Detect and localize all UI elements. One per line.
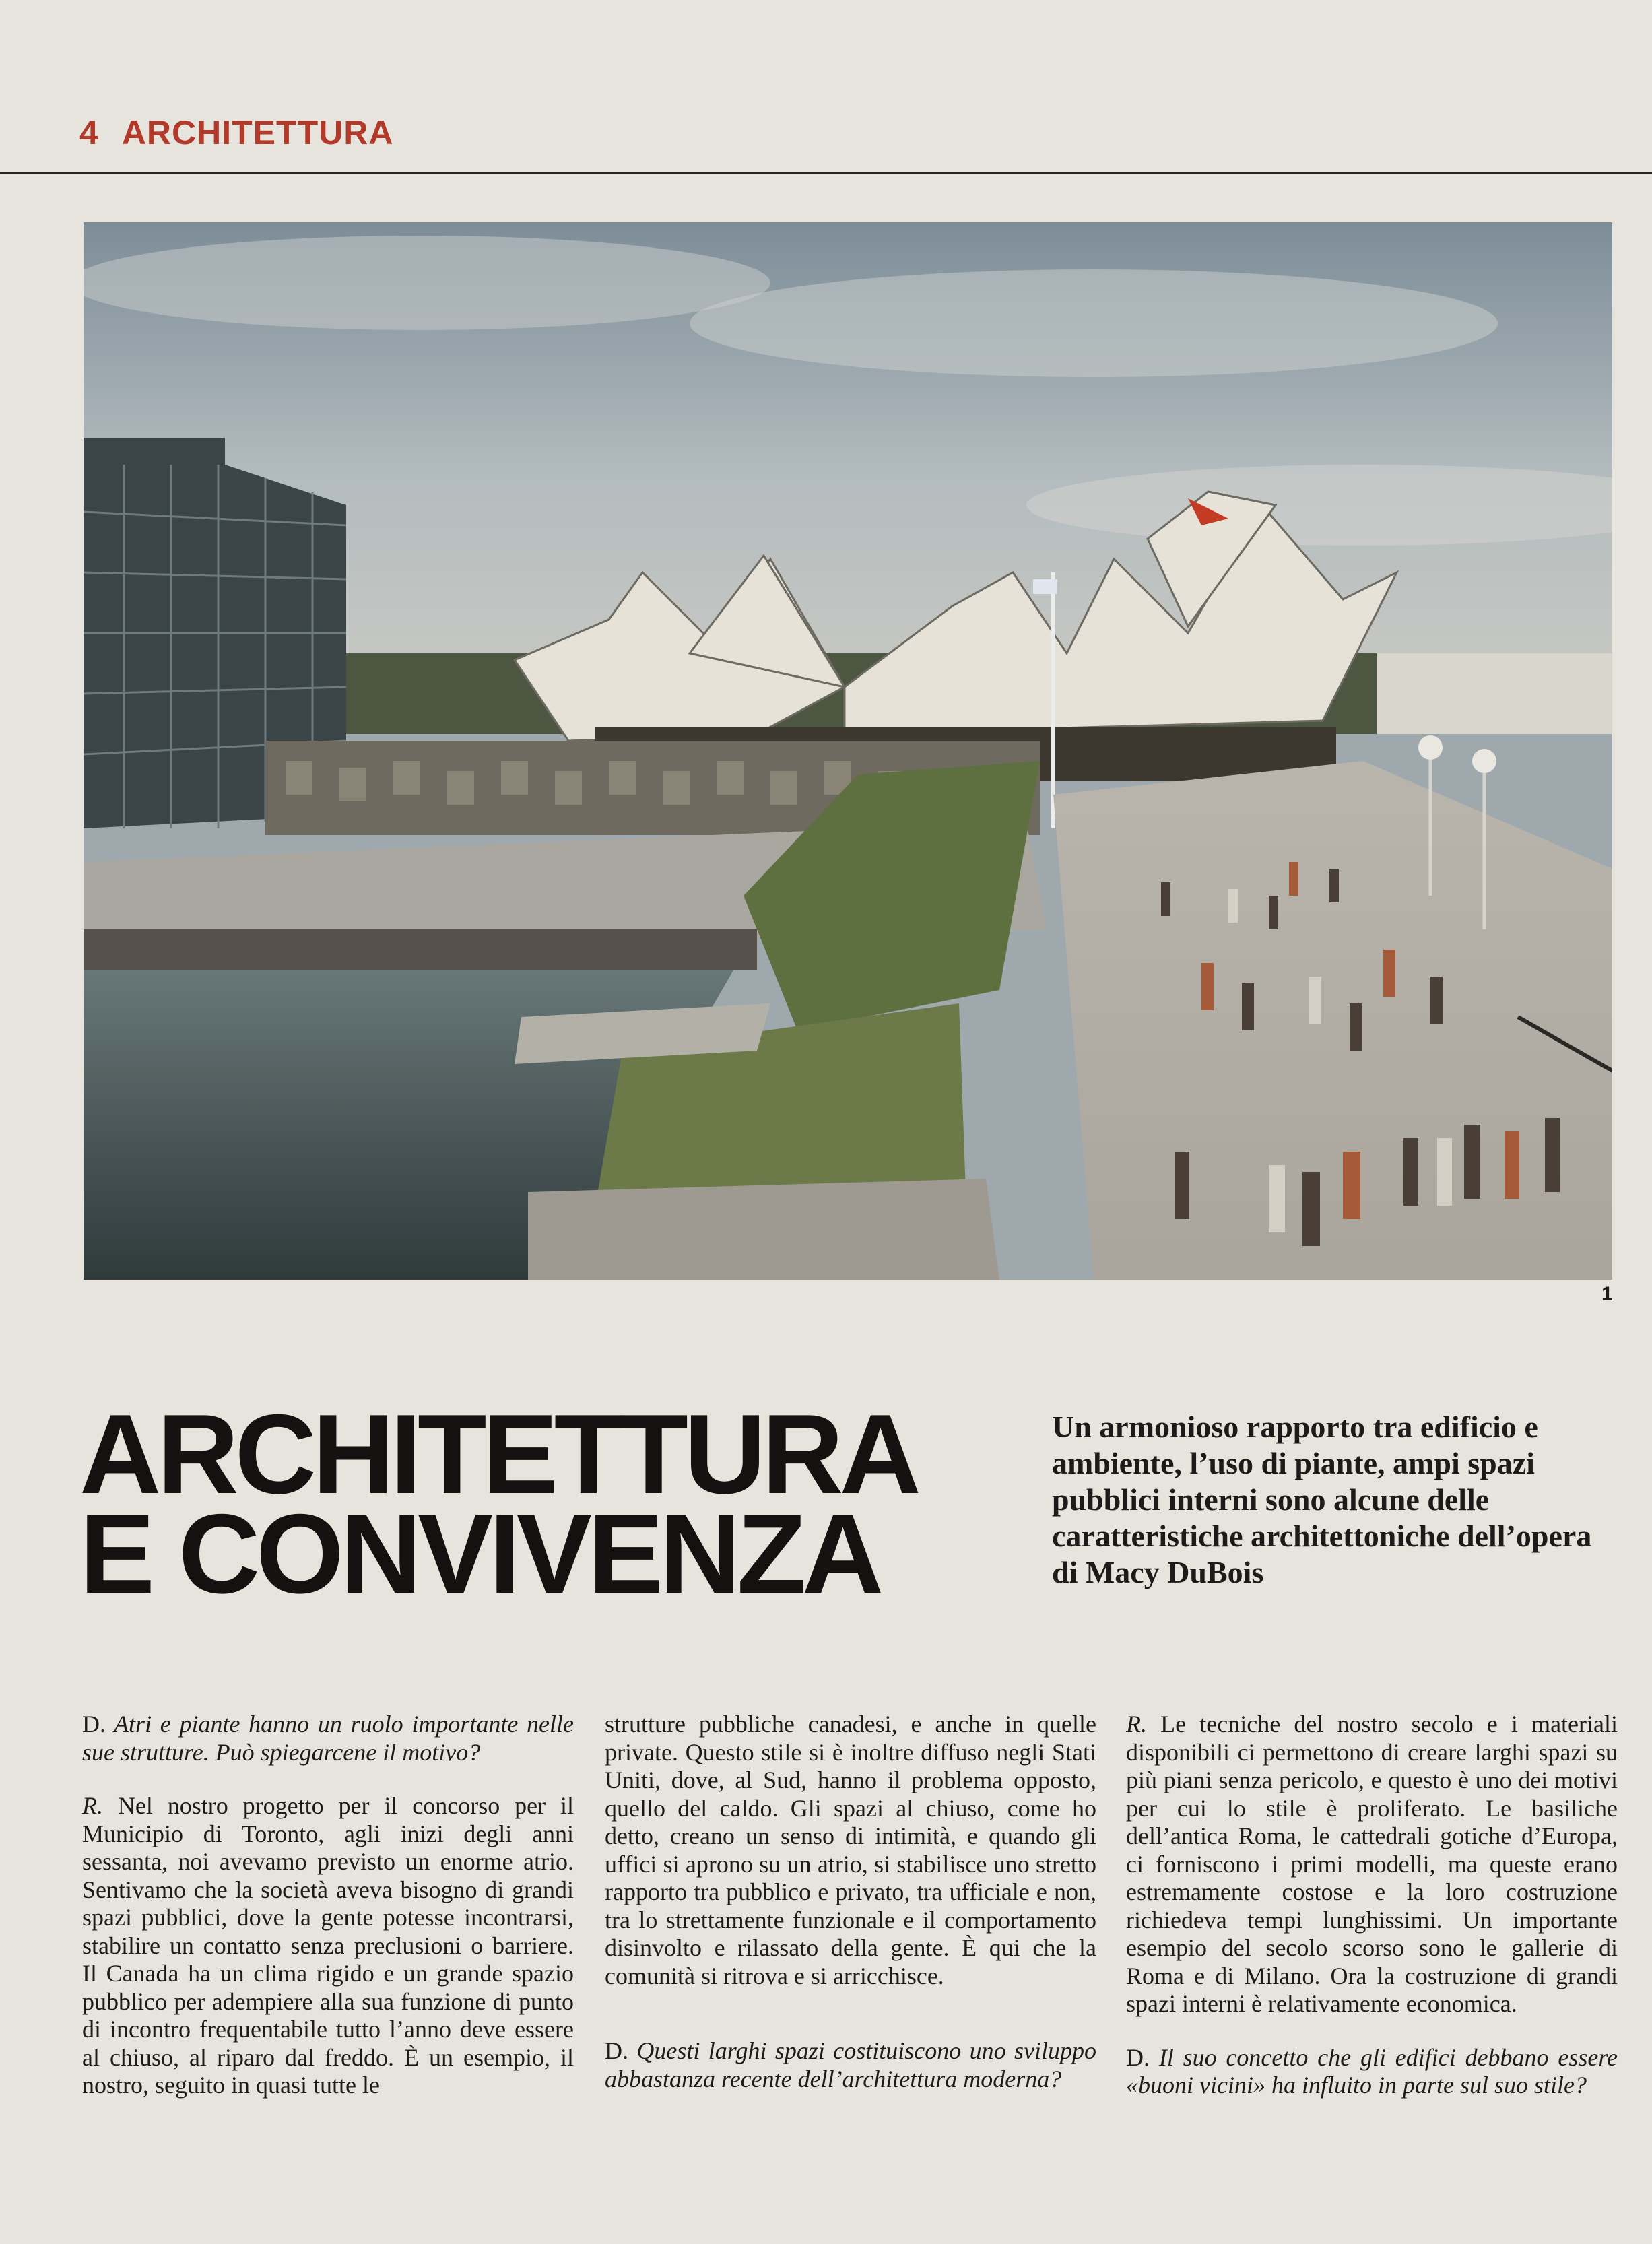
question-paragraph [82, 1711, 574, 1767]
answer-label: R. [82, 1792, 103, 1819]
photo-illustration [84, 222, 1612, 1280]
article-subtitle: Un armonioso rapporto tra edificio e ambiente, l’uso di piante, ampi spazi pubblici interni sono alcune delle caratteristiche architettoniche dell’opera di Macy DuBois [1052, 1410, 1592, 1589]
title-line-1: ARCHITETTURA [79, 1391, 917, 1517]
question-text: Il suo concetto che gli edifici debbano essere «buoni vicini» ha influito in parte sul suo stile? [1126, 2043, 1618, 2099]
article-title [79, 1391, 968, 1617]
figure-number: 1 [1601, 1283, 1613, 1305]
question-label: D. [82, 1711, 106, 1738]
page-number: 4 [79, 114, 99, 152]
text-column-2 [605, 1711, 1096, 2119]
answer-paragraph [82, 1792, 574, 2100]
question-label: D. [1126, 2043, 1150, 2071]
answer-label: R. [1126, 1711, 1147, 1738]
question-label: D. [605, 2037, 628, 2064]
question-text: Atri e piante hanno un ruolo importante nelle sue strutture. Può spiegarcene il motivo? [82, 1711, 574, 1766]
answer-paragraph [1126, 1711, 1618, 2018]
question-paragraph [605, 2037, 1096, 2093]
expo-pavilion-photo [84, 222, 1612, 1280]
question-paragraph [1126, 2044, 1618, 2100]
section-name: ARCHITETTURA [121, 114, 394, 152]
text-column-3 [1126, 1711, 1618, 2125]
title-line-2: E CONVIVENZA [79, 1490, 880, 1617]
running-header [79, 113, 393, 152]
header-rule [0, 172, 1652, 174]
text-column-1 [82, 1711, 574, 2125]
question-text: Questi larghi spazi costituiscono uno sviluppo abbastanza recente dell’architettura moderna? [605, 2037, 1096, 2092]
answer-text: Le tecniche del nostro secolo e i materiali disponibili ci permettono di creare larghi spazi su più piani senza pericolo, e questo è uno dei motivi per cui lo stile è proliferato. Le basiliche dell’antica Roma, le cattedrali gotiche d’Europa, ci forniscono i primi modelli, ma queste erano estremamente costose e la loro costruzione richiedeva tempi lunghissimi. Un importante esempio del secolo scorso sono le gallerie di Roma e di Milano. Ora la costruzione di grandi spazi interni è relativamente economica. [1126, 1711, 1618, 2017]
answer-text: Nel nostro progetto per il concorso per il Municipio di Toronto, agli inizi degli anni sessanta, noi avevamo previsto un enorme atrio. Sentivamo che la società aveva bisogno di grandi spazi pubblici, dove la gente potesse incontrarsi, stabilire un contatto senza preclusioni o barriere. Il Canada ha un clima rigido e un grande spazio pubblico per adempiere alla sua funzione di punto di incontro frequentabile tutto l’anno deve essere al chiuso, al riparo dal freddo. È un esempio, il nostro, seguito in quasi tutte le [82, 1792, 574, 2099]
answer-continuation: strutture pubbliche canadesi, e anche in quelle private. Questo stile si è inoltre diffuso negli Stati Uniti, dove, al Sud, hanno il problema opposto, quello del caldo. Gli spazi al chiuso, come ho detto, creano un senso di intimità, e quando gli uffici si aprono su un atrio, si stabilisce uno stretto rapporto tra pubblico e privato, tra ufficiale e non, tra lo strettamente funzionale e il comportamento disinvolto e rilassato della gente. È qui che la comunità si ritrova e si arricchisce. [605, 1711, 1096, 1989]
